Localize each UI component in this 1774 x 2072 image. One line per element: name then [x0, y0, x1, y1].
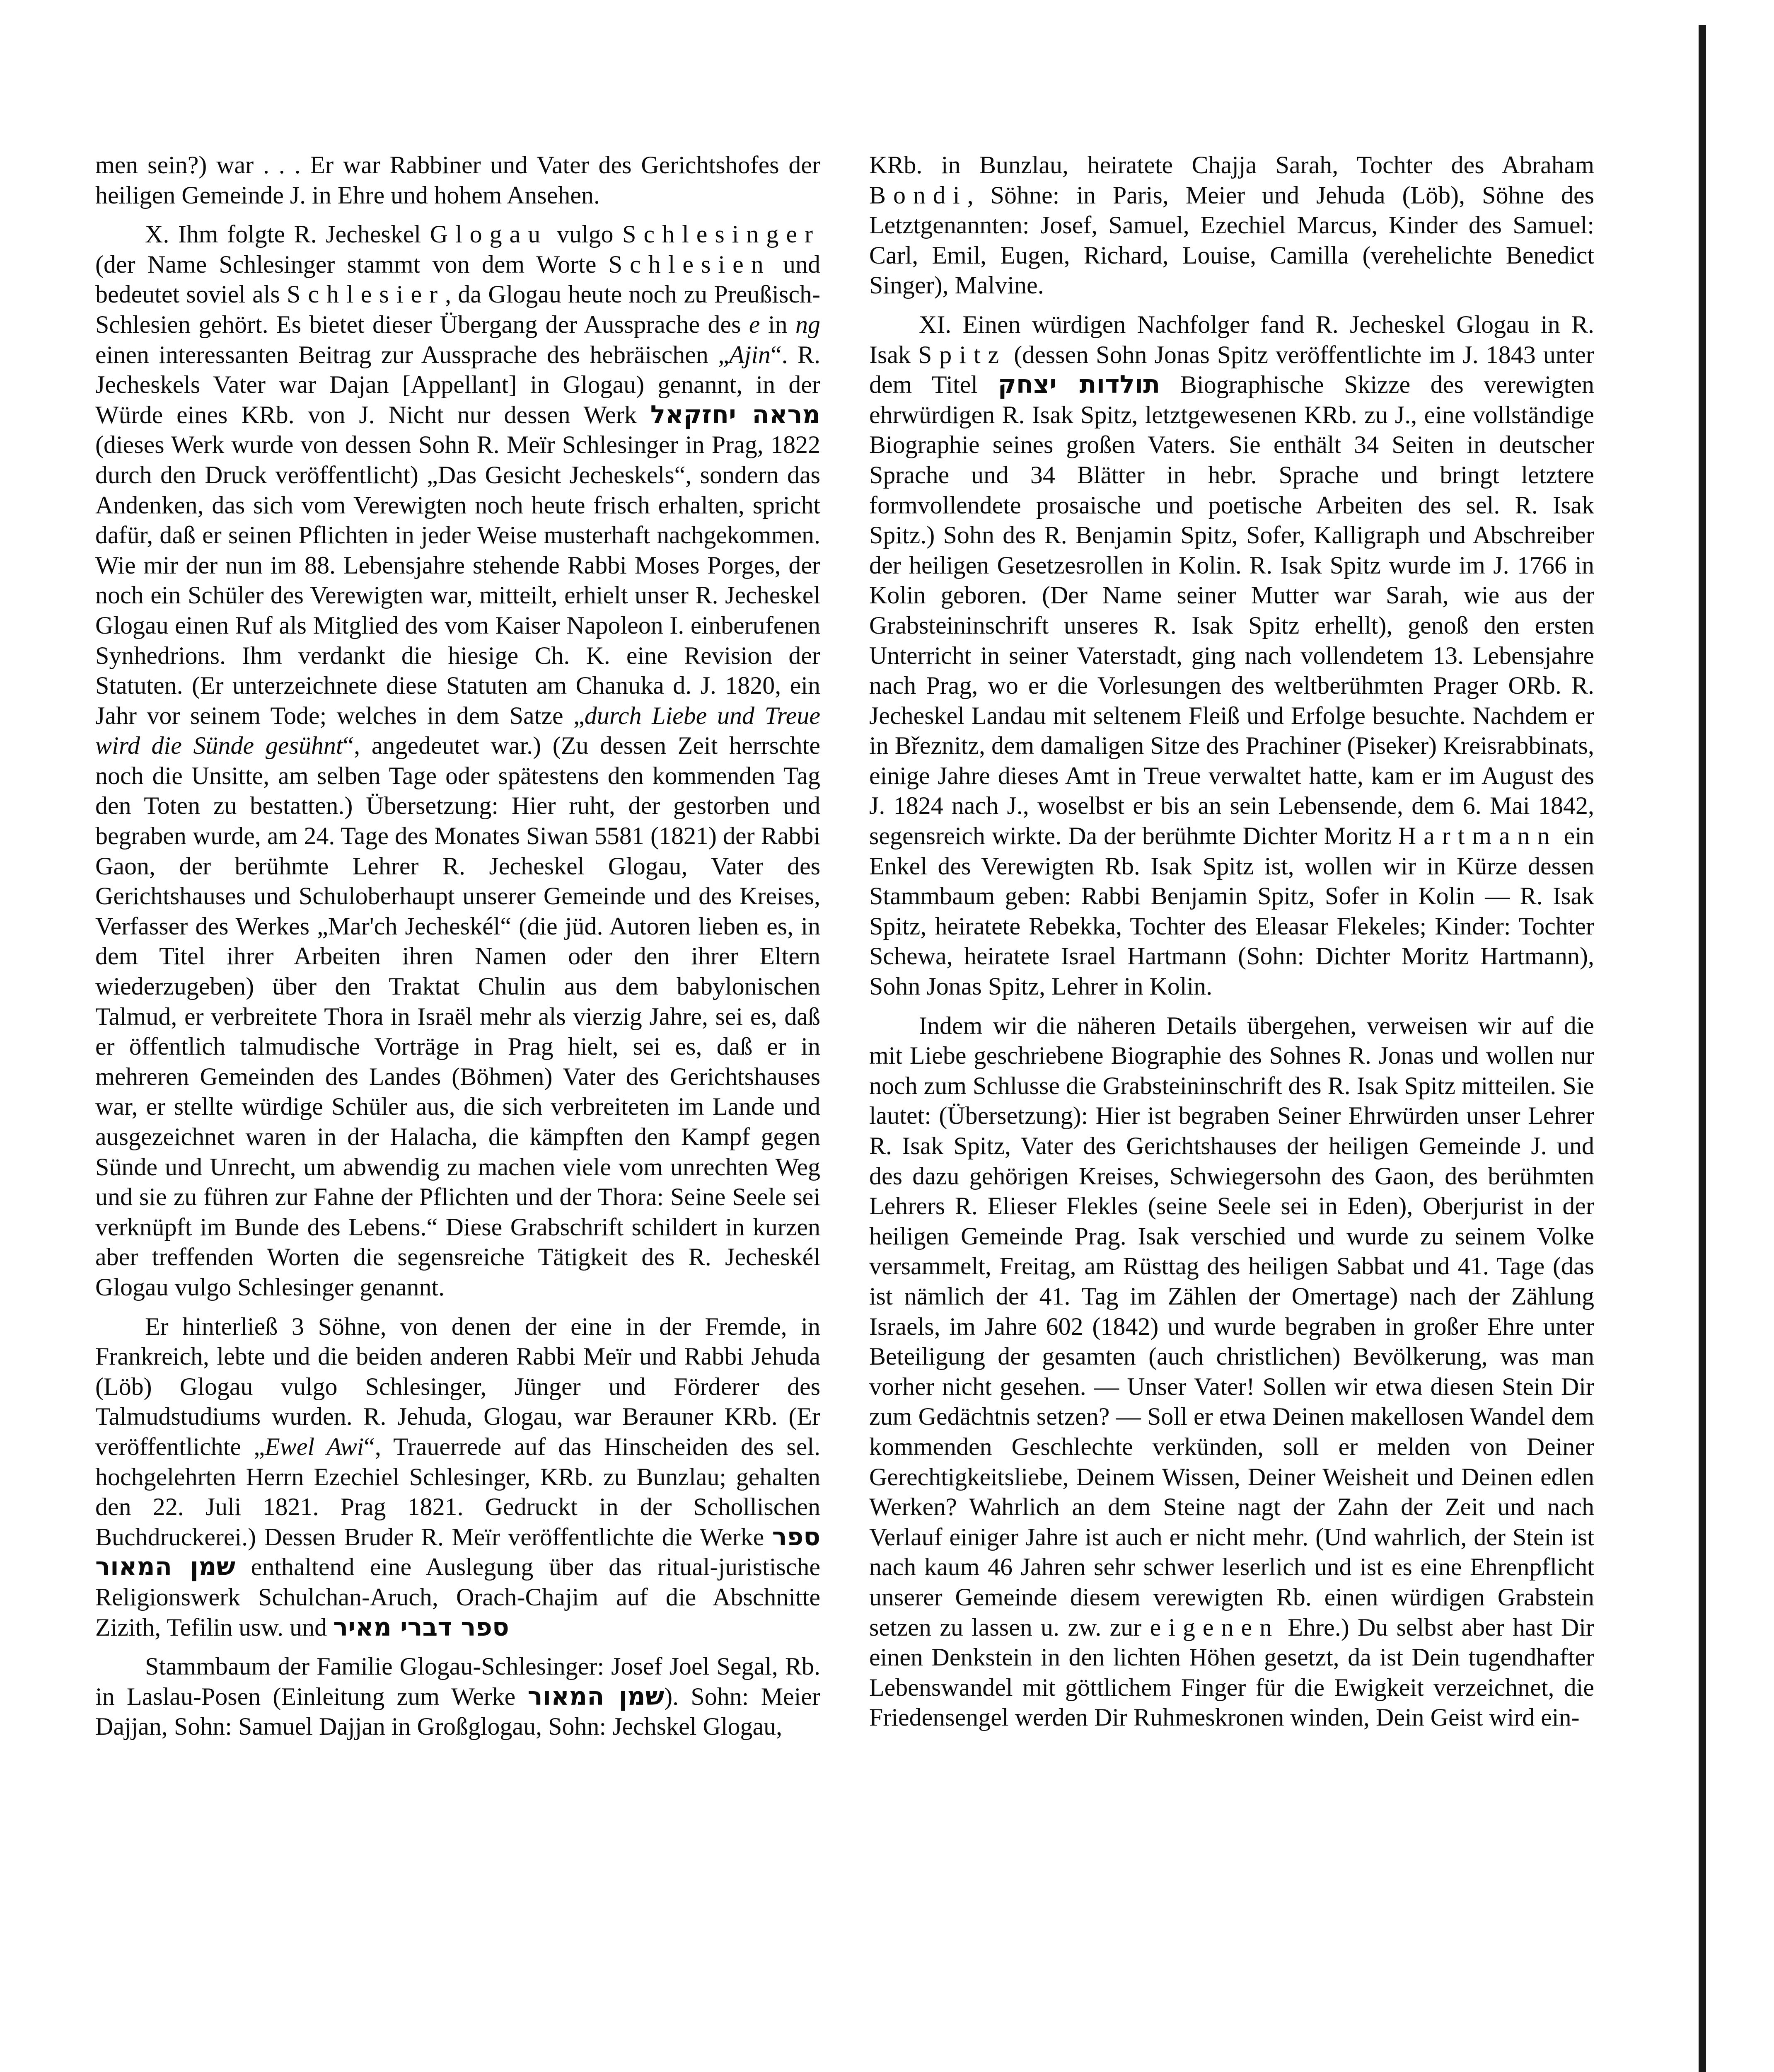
paragraph: X. Ihm folgte R. Jecheskel Glogau vulgo Schlesinger (der Name Schlesinger stammt von dem Worte Schlesien und bedeutet soviel als Schlesier, da Glogau heute noch zu Preußisch-Schlesien gehört. Es bietet dieser Übergang der Aussprache des e in ng einen interessanten Beitrag zur Aussprache des hebräischen „Ajin“. R. Jecheskels Vater war Dajan [Appellant] in Glogau) genannt, in der Würde eines KRb. von J. Nicht nur dessen Werk מראה יחזקאל (dieses Werk wurde von dessen Sohn R. Meïr Schlesinger in Prag, 1822 durch den Druck veröffentlicht) „Das Gesicht Jecheskels“, sondern das Andenken, das sich vom Verewigten noch heute frisch erhalten, spricht dafür, daß er seinen Pflichten in jeder Weise musterhaft nachgekommen. Wie mir der nun im 88. Lebensjahre stehende Rabbi Moses Porges, der noch ein Schüler des Verewigten war, mitteilt, erhielt unser R. Jecheskel Glogau einen Ruf als Mitglied des vom Kaiser Napoleon I. einberufenen Synhedrions. Ihm verdankt die hiesige Ch. K. eine Revision der Statuten. (Er unterzeichnete diese Statuten am Chanuka d. J. 1820, ein Jahr vor seinem Tode; welches in dem Satze „durch Liebe und Treue wird die Sünde gesühnt“, angedeutet war.) (Zu dessen Zeit herrschte noch die Unsitte, am selben Tage oder spätestens den kommenden Tag den Toten zu bestatten.) Übersetzung: Hier ruht, der gestorben und begraben wurde, am 24. Tage des Monates Siwan 5581 (1821) der Rabbi Gaon, der berühmte Lehrer R. Jecheskel Glogau, Vater des Gerichtshauses und Schuloberhaupt unserer Gemeinde und des Kreises, Verfasser des Werkes „Mar'ch Jecheskél“ (die jüd. Autoren lieben es, in dem Titel ihrer Arbeiten ihren Namen oder den ihrer Eltern wiederzugeben) über den Traktat Chulin aus dem babylonischen Talmud, er verbreitete Thora in Israël mehr als vierzig Jahre, sei es, daß er öffentlich talmudische Vorträge in Prag hielt, sei es, daß er in mehreren Gemeinden des Landes (Böhmen) Vater des Gerichtshauses war, er stellte würdige Schüler aus, die sich verbreiteten im Lande und ausgezeichnet waren in der Halacha, die kämpften den Kampf gegen Sünde und Unrecht, um abwendig zu machen viele vom unrechten Weg und sie zu führen zur Fahne der Pflichten und der Thora: Seine Seele sei verknüpft im Bunde des Lebens.“ Diese Grabschrift schildert in kurzen aber treffenden Worten die segensreiche Tätigkeit des R. Jecheskél Glogau vulgo Schlesinger genannt. [95, 220, 821, 1301]
paragraph: Stammbaum der Familie Glogau-Schlesinger: Josef Joel Segal, Rb. in Laslau-Posen (Einleitung zum Werke שמן המאור). Sohn: Meier Dajjan, Sohn: Samuel Dajjan in Großglogau, Sohn: Jechskel Glogau, [95, 1653, 820, 1740]
left-column [95, 150, 820, 1742]
right-column [869, 150, 1594, 1733]
paragraph: XI. Einen würdigen Nachfolger fand R. Jecheskel Glogau in R. Isak Spitz (dessen Sohn Jonas Spitz veröffentlichte im J. 1843 unter dem Titel תולדות יצחק Biographische Skizze des verewigten ehrwürdigen R. Isak Spitz, letztgewesenen KRb. zu J., eine vollständige Biographie seines großen Vaters. Sie enthält 34 Seiten in deutscher Sprache und 34 Blätter in hebr. Sprache und bringt letztere formvollendete prosaische und poetische Arbeiten des sel. R. Isak Spitz.) Sohn des R. Benjamin Spitz, Sofer, Kalligraph und Abschreiber der heiligen Gesetzesrollen in Kolin. R. Isak Spitz wurde im J. 1766 in Kolin geboren. (Der Name seiner Mutter war Sarah, wie aus der Grabsteininschrift unseres R. Isak Spitz erhellt), genoß den ersten Unterricht in seiner Vaterstadt, ging nach vollendetem 13. Lebensjahre nach Prag, wo er die Vorlesungen des weltberühmten Prager ORb. R. Jecheskel Landau mit seltenem Fleiß und Erfolge besuchte. Nachdem er in Březnitz, dem damaligen Sitze des Prachiner (Piseker) Kreisrabbinats, einige Jahre dieses Amt in Treue verwaltet hatte, kam er im August des J. 1824 nach J., woselbst er bis an sein Lebensende, dem 6. Mai 1842, segensreich wirkte. Da der berühmte Dichter Moritz Hartmann ein Enkel des Verewigten Rb. Isak Spitz ist, wollen wir in Kürze dessen Stammbaum geben: Rabbi Benjamin Spitz, Sofer in Kolin — R. Isak Spitz, heiratete Rebekka, Tochter des Eleasar Flekeles; Kinder: Tochter Schewa, heiratete Israel Hartmann (Sohn: Dichter Moritz Hartmann), Sohn Jonas Spitz, Lehrer in Kolin. [869, 310, 1594, 1000]
scan-border-right [1699, 25, 1706, 2072]
paragraph: Indem wir die näheren Details übergehen, verweisen wir auf die mit Liebe geschriebene Biographie des Sohnes R. Jonas und wollen nur noch zum Schlusse die Grabsteininschrift des R. Isak Spitz mitteilen. Sie lautet: (Übersetzung): Hier ist begraben Seiner Ehrwürden unser Lehrer R. Isak Spitz, Vater des Gerichtshauses der heiligen Gemeinde J. und des dazu gehörigen Kreises, Schwiegersohn des Gaon, des berühmten Lehrers R. Elieser Flekles (seine Seele sei in Eden), Oberjurist in der heiligen Gemeinde Prag. Isak verschied und wurde zu seinem Volke versammelt, Freitag, am Rüsttag des heiligen Sabbat und 41. Tage (das ist nämlich der 41. Tag im Zählen der Omertage) nach der Zählung Israels, im Jahre 602 (1842) und wurde begraben in großer Ehre unter Beteiligung der gesamten (auch christlichen) Bevölkerung, was man vorher nicht gesehen. — Unser Vater! Sollen wir etwa diesen Stein Dir zum Gedächtnis setzen? — Soll er etwa Deinen makellosen Wandel dem kommenden Geschlechte verkünden, soll er melden von Deiner Gerechtigkeitsliebe, Deinem Wissen, Deiner Weisheit und Deinen edlen Werken? Wahrlich an dem Steine nagt der Zahn der Zeit und nach Verlauf einiger Jahre ist auch er nicht mehr. (Und wahrlich, der Stein ist nach kaum 46 Jahren sehr schwer leserlich und ist es eine Ehrenpflicht unserer Gemeinde diesem verewigten Rb. einen würdigen Grabstein setzen zu lassen u. zw. zur eigenen Ehre.) Du selbst aber hast Dir einen Denkstein in den lichten Höhen gesetzt, da ist Dein tugendhafter Lebenswandel mit göttlichem Finger für die Ewigkeit verzeichnet, die Friedensengel werden Dir Ruhmeskronen winden, Dein Geist wird ein- [869, 1012, 1594, 1731]
paragraph: KRb. in Bunzlau, heiratete Chajja Sarah, Tochter des Abraham Bondi, Söhne: in Paris, Meier und Jehuda (Löb), Söhne des Letztgenannten: Josef, Samuel, Ezechiel Marcus, Kinder des Samuel: Carl, Emil, Eugen, Richard, Louise, Camilla (verehelichte Benedict Singer), Malvine. [869, 151, 1594, 299]
paragraph: Er hinterließ 3 Söhne, von denen der eine in der Fremde, in Frankreich, lebte und die beiden anderen Rabbi Meïr und Rabbi Jehuda (Löb) Glogau vulgo Schlesinger, Jünger und Förderer des Talmudstudiums wurden. R. Jehuda, Glogau, war Berauner KRb. (Er veröffentlichte „Ewel Awi“, Trauerrede auf das Hinscheiden des sel. hochgelehrten Herrn Ezechiel Schlesinger, KRb. zu Bunzlau; gehalten den 22. Juli 1821. Prag 1821. Gedruckt in der Schollischen Buchdruckerei.) Dessen Bruder R. Meïr veröffentlichte die Werke ספר שמן המאור enthaltend eine Auslegung über das ritual-juristische Religionswerk Schulchan-Aruch, Orach-Chajim auf die Abschnitte Zizith, Tefilin usw. und ספר דברי מאיר [95, 1312, 820, 1642]
paragraph: men sein?) war . . . Er war Rabbiner und Vater des Gerichtshofes der heiligen Gemeinde J. in Ehre und hohem Ansehen. [95, 151, 820, 209]
